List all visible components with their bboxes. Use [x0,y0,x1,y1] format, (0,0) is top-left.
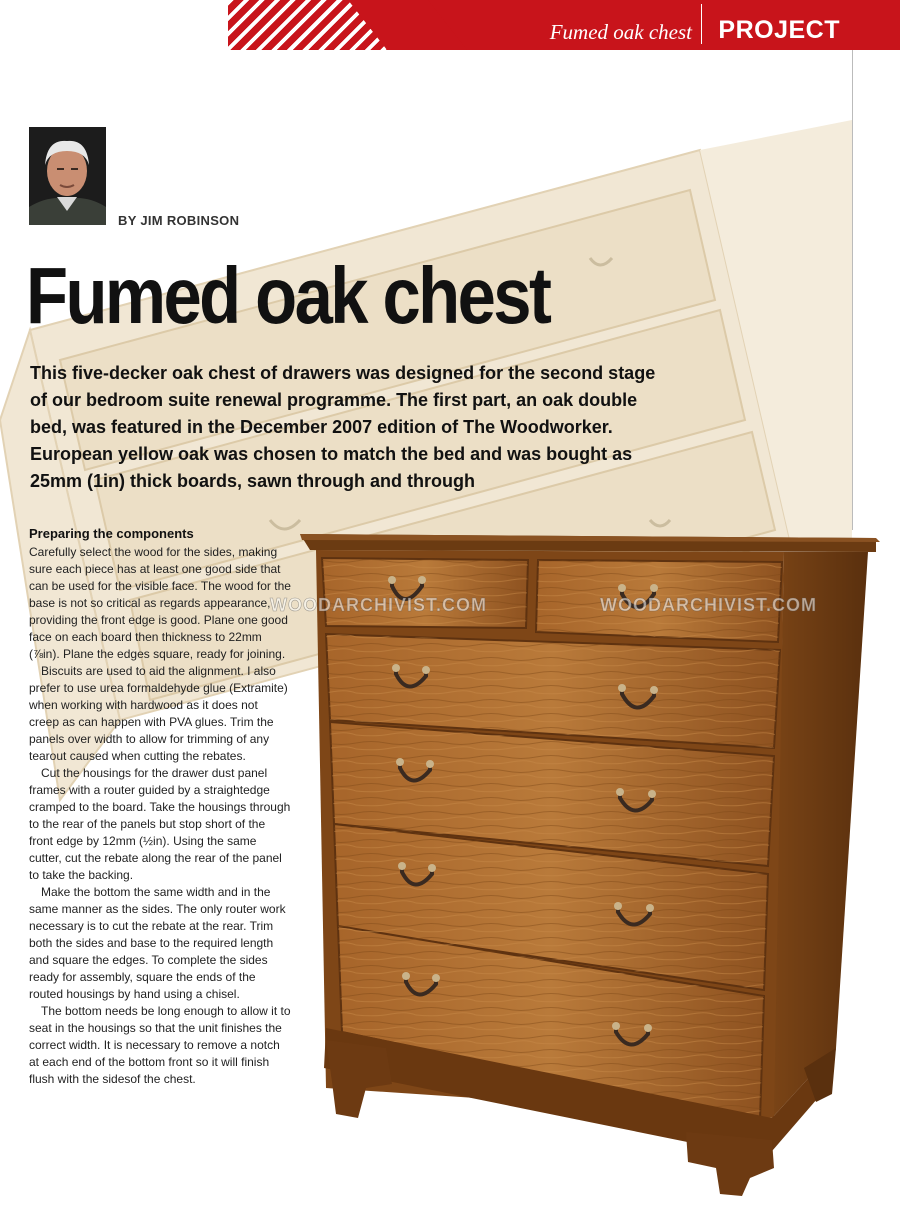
body-paragraph: The bottom needs be long enough to allow it to seat in the housings so that the unit finishes the correct width. It is necessary to remove a notch at each end of the bottom front so it will finish flush with the sidesof the chest. [29,1004,291,1086]
body-paragraph: Cut the housings for the drawer dust panel frames with a router guided by a straightedge cramped to the board. Take the housings through to the rear of the panels but stop short of the front edge by 12mm (½in). Using the same cutter, cut the rebate along the rear of the panel to take the backing. [29,766,291,882]
watermark-text: WOODARCHIVIST.COM [270,595,487,615]
running-head-title: Fumed oak chest [549,20,692,44]
section-label: PROJECT [718,16,840,44]
header-stripes [228,0,398,50]
header-divider [701,4,702,44]
intro-line: bed, was featured in the December 2007 edition of The Woodworker. [30,417,613,437]
body-paragraph: Make the bottom the same width and in the same manner as the sides. The only router work necessary is to cut the rebate at the rear. Trim both the sides and base to the required length and square the edges. To complete the sides ready for assembly, square the ends of the routed housings by hand using a chisel. [29,885,286,1001]
watermark-text: WOODARCHIVIST.COM [600,595,817,615]
byline: BY JIM ROBINSON [118,213,240,228]
body-paragraph: Biscuits are used to aid the alignment. I also prefer to use urea formaldehyde glue (Extramite) when working with hardwood as it does not creep as can happen with PVA glues. Trim the panels over width to allow for trimming of any tearout caused when cutting the rebates. [29,664,288,763]
header-bar [228,0,900,50]
article-intro [30,360,710,495]
author-photo [29,127,106,225]
section-subheading: Preparing the components [29,526,194,541]
article-body [29,524,291,1088]
chest-of-drawers-photo [296,528,880,1198]
page-rule [852,50,853,530]
article-title: Fumed oak chest [26,251,550,340]
intro-line: This five-decker oak chest of drawers was designed for the second stage [30,363,656,383]
body-paragraph: Carefully select the wood for the sides, making sure each piece has at least one good side that can be used for the visible face. The wood for the base is not so critical as regards appearance, providing the front edge is good. Plane one good face on each board then thickness to 22mm (⅞in). Plane the edges square, ready for joining. [29,545,291,661]
intro-line: of our bedroom suite renewal programme. The first part, an oak double [30,390,638,410]
intro-line: European yellow oak was chosen to match the bed and was bought as [30,444,633,464]
intro-line: 25mm (1in) thick boards, sawn through and through [30,471,476,491]
